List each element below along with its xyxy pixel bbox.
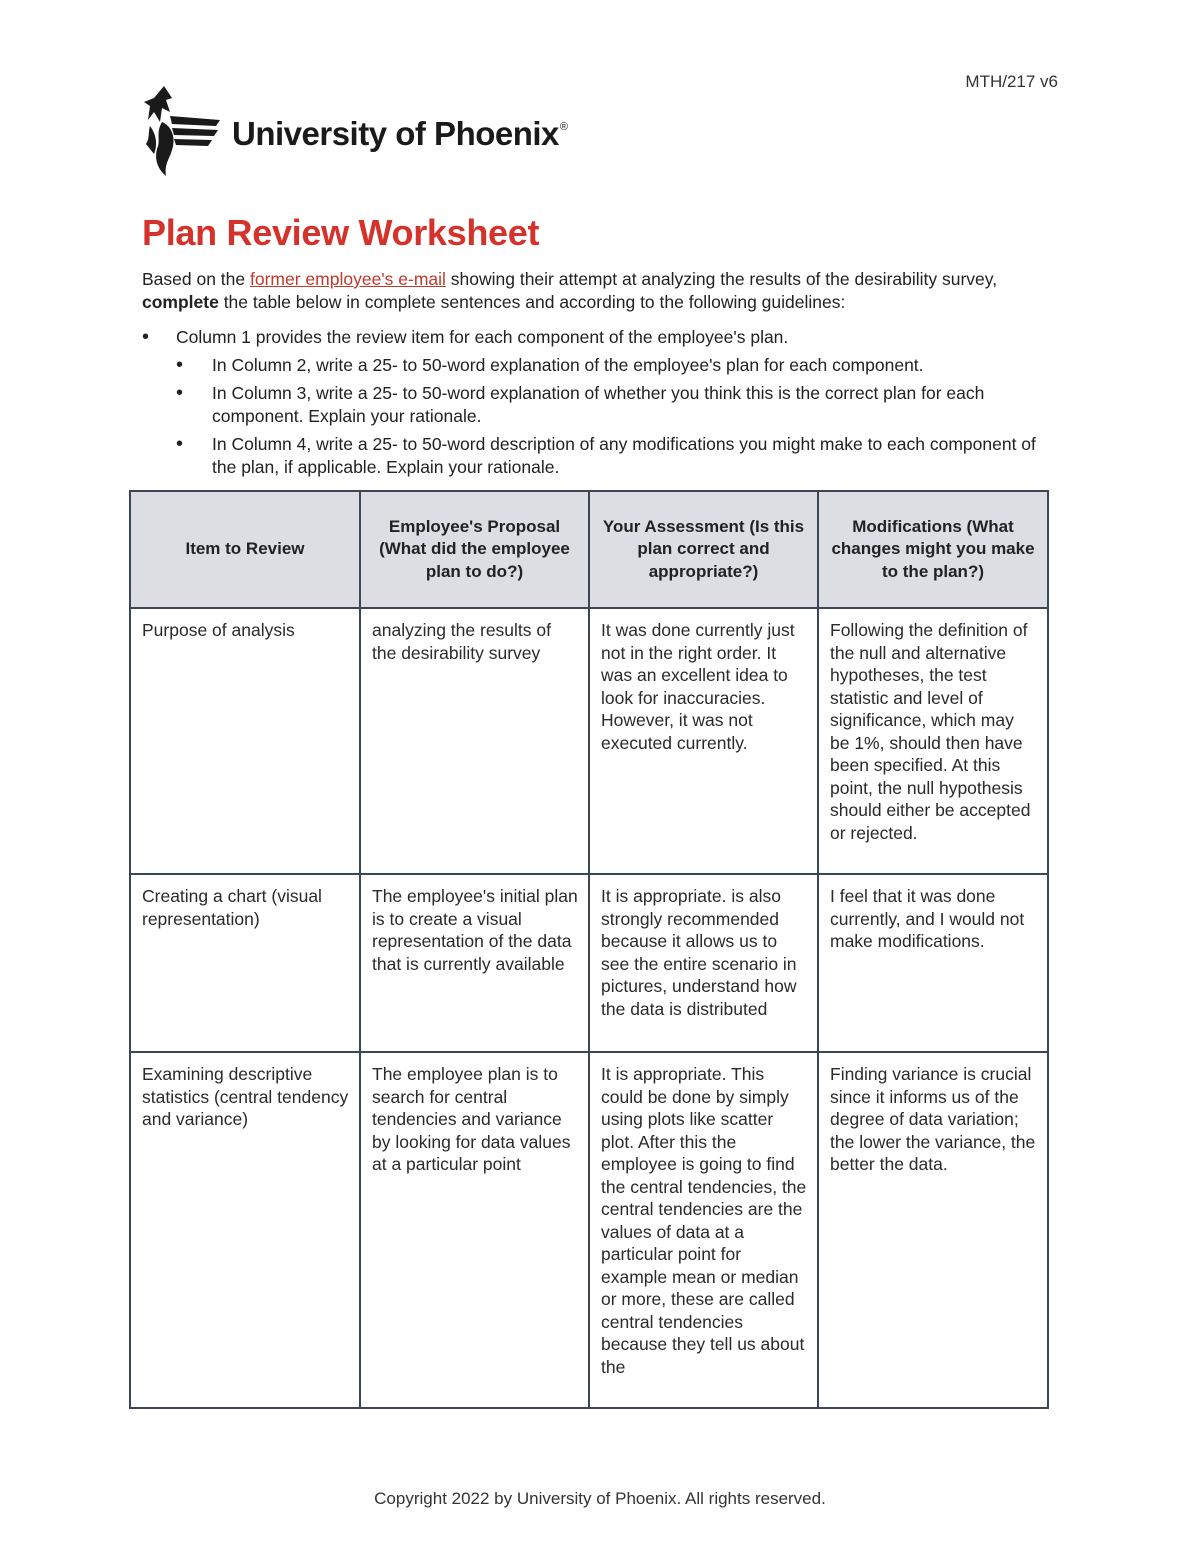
column-header: Employee's Proposal (What did the employee plan to do?): [360, 491, 589, 608]
table-row: [130, 874, 1048, 1052]
course-code: MTH/217 v6: [965, 72, 1058, 91]
table-cell: The employee's initial plan is to create a visual representation of the data that is currently available: [360, 874, 589, 1052]
table-row: [130, 1052, 1048, 1408]
cell-text: Examining descriptive statistics (central tendency and variance): [142, 1064, 349, 1129]
table-cell: Purpose of analysis: [130, 608, 360, 874]
guideline-item: • In Column 4, write a 25- to 50-word description of any modifications you might make to each component of the plan, if applicable. Explain your rationale.: [142, 433, 1062, 479]
former-employee-email-link[interactable]: former employee's e-mail: [250, 269, 446, 289]
complete-bold: complete: [142, 292, 219, 312]
table-cell: It was done currently just not in the right order. It was an excellent idea to look for inaccuracies. However, it was not executed currently.: [589, 608, 818, 874]
table-row: [130, 608, 1048, 874]
table-cell: Following the definition of the null and alternative hypotheses, the test statistic and level of significance, which may be 1%, should then have been specified. At this point, the null hypothesis should either be accepted or rejected.: [818, 608, 1048, 874]
table-cell: [818, 1052, 1048, 1408]
intro-paragraph: Based on the former employee's e-mail showing their attempt at analyzing the results of the desirability survey, complete the table below in complete sentences and according to the following guidelines:: [142, 269, 998, 312]
guidelines-list: [142, 326, 1062, 484]
guideline-item: • Column 1 provides the review item for each component of the employee's plan.: [142, 326, 1062, 349]
cell-text: The employee plan is to search for central tendencies and variance by looking for data values at a particular point: [372, 1064, 571, 1174]
university-logo: [142, 82, 568, 178]
guideline-item: • In Column 2, write a 25- to 50-word explanation of the employee's plan for each component.: [142, 354, 1062, 377]
column-header: Modifications (What changes might you make to the plan?): [818, 491, 1048, 608]
page-title: Plan Review Worksheet: [142, 212, 540, 253]
registered-mark: ®: [559, 121, 568, 133]
phoenix-bird-icon: [142, 82, 222, 178]
table-header-row: [130, 491, 1048, 608]
table-cell: I feel that it was done currently, and I would not make modifications.: [818, 874, 1048, 1052]
column-header: Item to Review: [130, 491, 360, 608]
table-cell: analyzing the results of the desirability survey: [360, 608, 589, 874]
plan-review-table: [129, 490, 1049, 1409]
guideline-item: • In Column 3, write a 25- to 50-word explanation of whether you think this is the correct plan for each component. Explain your rationale.: [142, 382, 1062, 428]
cell-text: Finding variance is crucial since it informs us of the degree of data variation; the lower the variance, the better the data.: [830, 1064, 1036, 1174]
table-cell: [360, 1052, 589, 1408]
table-cell: [130, 1052, 360, 1408]
table-cell: It is appropriate. is also strongly recommended because it allows us to see the entire scenario in pictures, understand how the data is distributed: [589, 874, 818, 1052]
university-name: University of Phoenix®: [232, 115, 568, 152]
copyright-footer: Copyright 2022 by University of Phoenix. All rights reserved.: [374, 1489, 826, 1508]
table-cell: Creating a chart (visual representation): [130, 874, 360, 1052]
column-header: Your Assessment (Is this plan correct and appropriate?): [589, 491, 818, 608]
cell-text: It is appropriate. This could be done by simply using plots like scatter plot. After this the employee is going to find the central tendencies, the central tendencies are the values of data at a particular point for example mean or median or more, these are called central tendencies because they tell us about the: [601, 1064, 807, 1377]
table-cell: [589, 1052, 818, 1408]
